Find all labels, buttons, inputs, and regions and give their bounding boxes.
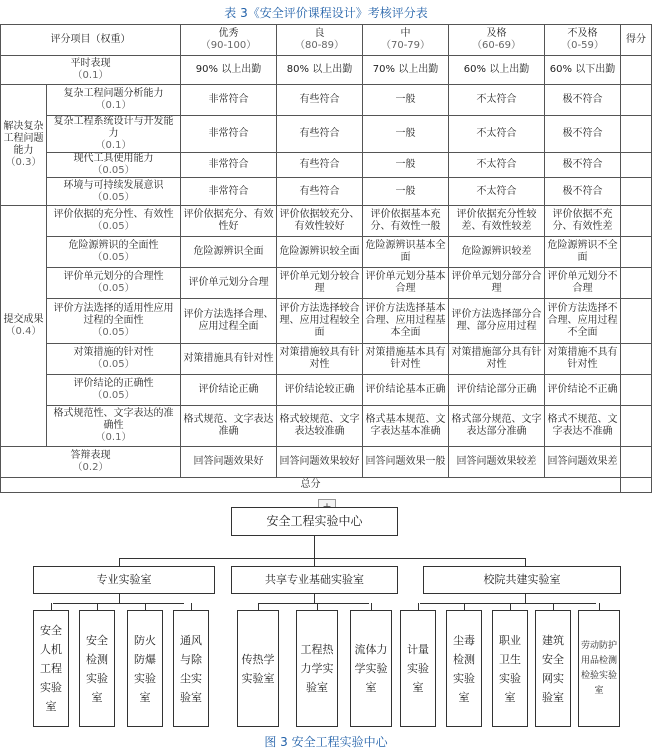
ability-grade: 有些符合: [277, 85, 363, 116]
report-grade: 评价依据充分、有效性好: [181, 206, 277, 237]
report-grade: 评价方法选择合理、应用过程全面: [181, 299, 277, 344]
header-grade-4-label: 不及格: [567, 28, 598, 39]
ability-item: [47, 85, 181, 116]
header-grade-2: [363, 25, 449, 56]
ability-grade: 非常符合: [181, 153, 277, 178]
header-grade-0-label: 优秀: [218, 28, 239, 39]
report-score: [621, 299, 652, 344]
report-grade: 危险源辨识较全面: [277, 237, 363, 268]
report-item-label: 评价方法选择的适用性应用过程的全面性: [53, 303, 174, 326]
lab-box: 防火防爆实验室: [127, 610, 163, 727]
lab-box: 尘毒检测实验室: [446, 610, 482, 727]
ability-item: [47, 153, 181, 178]
report-group-weight: （0.4）: [5, 326, 42, 337]
header-item: 评分项目（权重）: [1, 25, 181, 56]
group-box-shared: 共享专业基础实验室: [231, 566, 398, 594]
report-score: [621, 375, 652, 406]
ability-item: [47, 178, 181, 206]
ability-item-weight: （0.05）: [92, 165, 135, 176]
report-item-weight: （0.05）: [92, 283, 135, 294]
report-grade: 格式不规范、文字表达不准确: [545, 406, 621, 447]
header-score: 得分: [621, 25, 652, 56]
ability-score: [621, 153, 652, 178]
report-grade: 格式部分规范、文字表达部分准确: [449, 406, 545, 447]
ability-grade: 非常符合: [181, 116, 277, 153]
attendance-grade: 80% 以上出勤: [277, 56, 363, 85]
ability-item-label: 复杂工程系统设计与开发能力: [53, 116, 174, 139]
connector-lab: [418, 603, 419, 610]
report-item: [47, 237, 181, 268]
report-item: [47, 375, 181, 406]
report-grade: 评价方法选择基本合理、应用过程基本全面: [363, 299, 449, 344]
defense-weight: （0.2）: [72, 462, 109, 473]
ability-item-label: 环境与可持续发展意识: [63, 179, 164, 191]
attendance-score: [621, 56, 652, 85]
ability-group-label: 解决复杂工程问题能力: [3, 121, 44, 156]
ability-grade: 有些符合: [277, 153, 363, 178]
ability-grade: 不太符合: [449, 116, 545, 153]
connector-root: [314, 536, 315, 559]
report-score: [621, 344, 652, 375]
report-item-label: 对策措施的针对性: [73, 347, 154, 358]
report-item-weight: （0.05）: [92, 252, 135, 263]
ability-grade: 有些符合: [277, 116, 363, 153]
ability-group-weight: （0.3）: [5, 157, 42, 168]
report-grade: 评价单元划分合理: [181, 268, 277, 299]
connector-g2: [314, 558, 315, 566]
defense-grade: 回答问题效果一般: [363, 447, 449, 478]
connector-g3-bar: [420, 603, 596, 604]
report-grade: 对策措施较具有针对性: [277, 344, 363, 375]
ability-grade: 不太符合: [449, 178, 545, 206]
lab-box: 职业卫生实验室: [492, 610, 528, 727]
report-grade: 危险源辨识全面: [181, 237, 277, 268]
connector-lab: [258, 603, 259, 610]
ability-item: [47, 116, 181, 153]
score-table: [0, 24, 652, 493]
connector-lab: [464, 603, 465, 610]
report-grade: 危险源辨识较差: [449, 237, 545, 268]
report-item-label: 危险源辨识的全面性: [68, 240, 159, 251]
report-grade: 评价结论基本正确: [363, 375, 449, 406]
report-score: [621, 406, 652, 447]
report-item-label: 评价结论的正确性: [73, 378, 154, 389]
lab-box: 建筑安全网实验室: [535, 610, 571, 727]
report-item-label: 评价依据的充分性、有效性: [53, 209, 174, 220]
report-grade: 评价依据基本充分、有效性一般: [363, 206, 449, 237]
lab-box: 流体力学实验室: [350, 610, 392, 727]
report-grade: 格式基本规范、文字表达基本准确: [363, 406, 449, 447]
header-grade-4: [545, 25, 621, 56]
header-grade-2-label: 中: [400, 28, 411, 39]
header-grade-4-weight: （0-59）: [561, 40, 604, 51]
attendance-weight: （0.1）: [72, 70, 109, 81]
ability-grade: 非常符合: [181, 178, 277, 206]
header-grade-1-weight: （80-89）: [294, 40, 345, 51]
report-grade: 对策措施部分具有针对性: [449, 344, 545, 375]
attendance-item: [1, 56, 181, 85]
report-grade: 评价依据充分性较差、有效性较差: [449, 206, 545, 237]
report-grade: 评价方法选择不合理、应用过程不全面: [545, 299, 621, 344]
report-grade: 评价结论较正确: [277, 375, 363, 406]
header-grade-0: [181, 25, 277, 56]
ability-item-label: 复杂工程问题分析能力: [63, 88, 164, 99]
lab-box: 安全人机工程实验室: [33, 610, 69, 727]
connector-lab: [51, 603, 52, 610]
report-grade: 格式规范、文字表达准确: [181, 406, 277, 447]
attendance-grade: 60% 以下出勤: [545, 56, 621, 85]
report-grade: 危险源辨识基本全面: [363, 237, 449, 268]
connector-lab: [510, 603, 511, 610]
ability-grade: 极不符合: [545, 153, 621, 178]
ability-item-label: 现代工具使用能力: [73, 153, 154, 164]
connector-g3: [525, 558, 526, 566]
center-root-box: 安全工程实验中心: [231, 507, 398, 536]
report-grade: 评价结论正确: [181, 375, 277, 406]
ability-score: [621, 85, 652, 116]
lab-box: 通风与除尘实验室: [173, 610, 209, 727]
connector-g2-bar: [258, 603, 369, 604]
report-group: [1, 206, 47, 447]
figure-caption: 图 3 安全工程实验中心: [264, 735, 388, 749]
ability-grade: 极不符合: [545, 116, 621, 153]
report-grade: 评价方法选择较合理、应用过程较全面: [277, 299, 363, 344]
ability-grade: 不太符合: [449, 85, 545, 116]
ability-grade: 极不符合: [545, 85, 621, 116]
header-grade-3-label: 及格: [486, 28, 507, 39]
ability-grade: 一般: [363, 85, 449, 116]
defense-label: 答辩表现: [70, 450, 111, 461]
report-grade: 对策措施不具有针对性: [545, 344, 621, 375]
report-grade: 评价单元划分基本合理: [363, 268, 449, 299]
report-grade: 评价单元划分不合理: [545, 268, 621, 299]
ability-grade: 极不符合: [545, 178, 621, 206]
report-item-weight: （0.05）: [92, 327, 135, 338]
report-grade: 评价方法选择部分合理、部分应用过程: [449, 299, 545, 344]
report-item-weight: （0.05）: [92, 221, 135, 232]
report-grade: 评价结论不正确: [545, 375, 621, 406]
header-grade-2-weight: （70-79）: [380, 40, 431, 51]
header-grade-3: [449, 25, 545, 56]
defense-item: [1, 447, 181, 478]
report-grade: 评价结论部分正确: [449, 375, 545, 406]
report-grade: 评价单元划分较合理: [277, 268, 363, 299]
group-box-joint: 校院共建实验室: [423, 566, 621, 594]
report-grade: 对策措施具有针对性: [181, 344, 277, 375]
connector-lab: [191, 603, 192, 610]
lab-box: 工程热力学实验室: [296, 610, 338, 727]
ability-grade: 不太符合: [449, 153, 545, 178]
connector-g1-bar: [53, 603, 184, 604]
ability-score: [621, 116, 652, 153]
connector-lab: [145, 603, 146, 610]
lab-box: 安全检测实验室: [79, 610, 115, 727]
report-score: [621, 206, 652, 237]
ability-grade: 一般: [363, 178, 449, 206]
defense-score: [621, 447, 652, 478]
attendance-label: 平时表现: [70, 58, 111, 69]
defense-grade: 回答问题效果较好: [277, 447, 363, 478]
report-item-weight: （0.1）: [95, 432, 132, 443]
connector-lab: [97, 603, 98, 610]
defense-grade: 回答问题效果较差: [449, 447, 545, 478]
report-grade: 评价单元划分部分合理: [449, 268, 545, 299]
report-item-weight: （0.05）: [92, 359, 135, 370]
connector-lab: [599, 603, 600, 610]
report-item-label: 格式规范性、文字表达的准确性: [53, 408, 174, 431]
connector-lab: [553, 603, 554, 610]
header-grade-1-label: 良: [314, 28, 325, 39]
report-score: [621, 237, 652, 268]
defense-grade: 回答问题效果好: [181, 447, 277, 478]
connector-lab: [371, 603, 372, 610]
report-item-weight: （0.05）: [92, 390, 135, 401]
lab-box: 劳动防护用品检测检验实验室: [578, 610, 620, 727]
attendance-grade: 70% 以上出勤: [363, 56, 449, 85]
report-item: [47, 268, 181, 299]
attendance-grade: 90% 以上出勤: [181, 56, 277, 85]
report-grade: 格式较规范、文字表达较准确: [277, 406, 363, 447]
report-item: [47, 206, 181, 237]
ability-grade: 非常符合: [181, 85, 277, 116]
ability-grade: 有些符合: [277, 178, 363, 206]
report-score: [621, 268, 652, 299]
ability-group: [1, 85, 47, 206]
ability-score: [621, 178, 652, 206]
total-score: [621, 478, 652, 493]
connector-g1: [119, 558, 120, 566]
ability-grade: 一般: [363, 116, 449, 153]
report-item: [47, 344, 181, 375]
header-grade-3-weight: （60-69）: [471, 40, 522, 51]
report-item: [47, 299, 181, 344]
table-caption: 表 3《安全评价课程设计》考核评分表: [224, 6, 428, 20]
ability-grade: 一般: [363, 153, 449, 178]
connector-lab: [317, 603, 318, 610]
defense-grade: 回答问题效果差: [545, 447, 621, 478]
lab-box: 传热学实验室: [237, 610, 279, 727]
total-label: 总分: [1, 478, 621, 493]
report-grade: 评价依据较充分、有效性较好: [277, 206, 363, 237]
attendance-grade: 60% 以上出勤: [449, 56, 545, 85]
ability-item-weight: （0.05）: [92, 191, 135, 203]
group-box-professional: 专业实验室: [33, 566, 215, 594]
report-item: [47, 406, 181, 447]
connector-horizontal: [119, 558, 526, 559]
header-grade-1: [277, 25, 363, 56]
report-grade: 危险源辨识不全面: [545, 237, 621, 268]
header-grade-0-weight: （90-100）: [200, 40, 257, 51]
ability-item-weight: （0.1）: [95, 140, 132, 151]
report-group-label: 提交成果: [3, 314, 44, 325]
report-grade: 评价依据不充分、有效性差: [545, 206, 621, 237]
report-grade: 对策措施基本具有针对性: [363, 344, 449, 375]
ability-item-weight: （0.1）: [95, 100, 132, 111]
report-item-label: 评价单元划分的合理性: [63, 271, 164, 282]
lab-box: 计量实验室: [400, 610, 436, 727]
